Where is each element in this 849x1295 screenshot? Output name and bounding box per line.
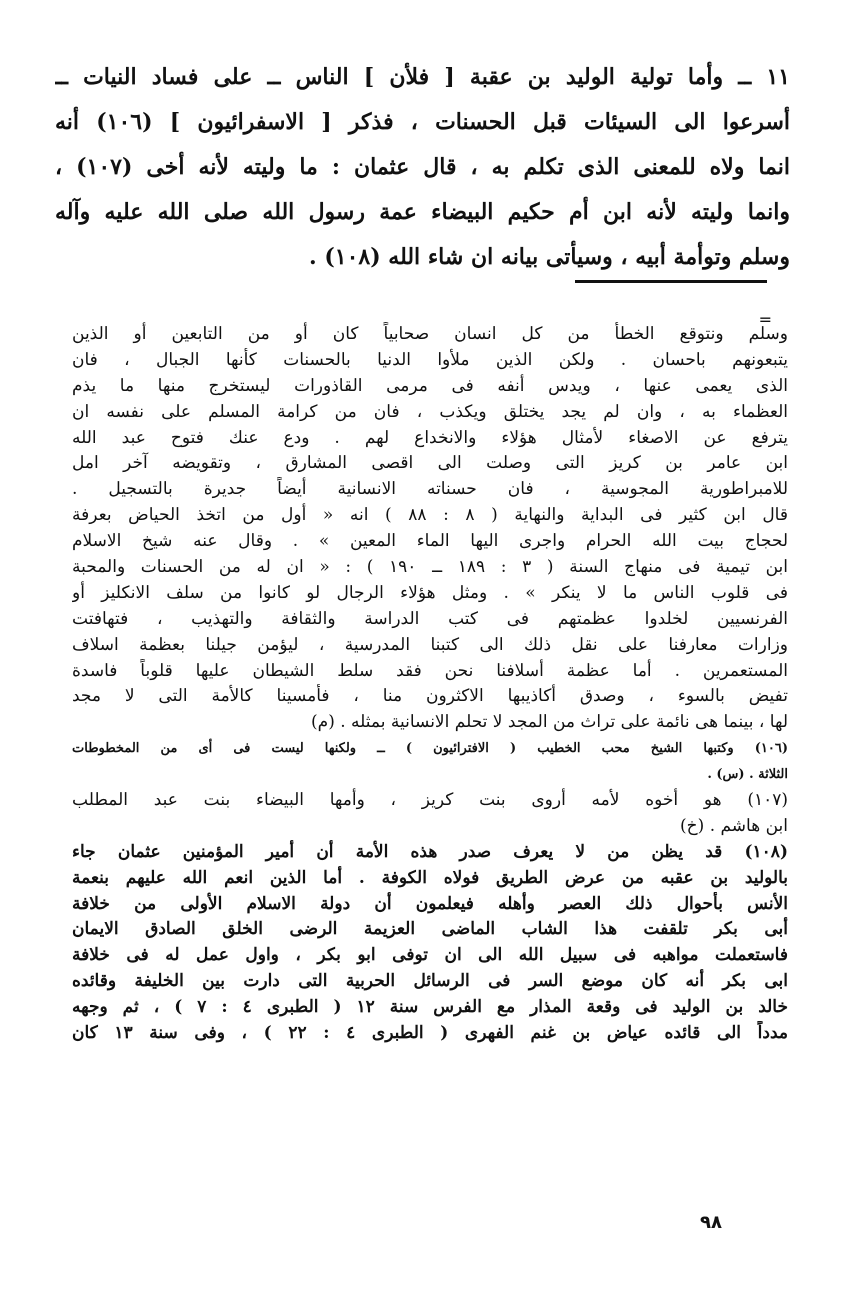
footnote-line: للامبراطورية المجوسية ، فان حسناته الانسانية أيضاً جديرة بالتسجيل . xyxy=(72,479,788,500)
main-text-line: وسلم وتوأمة أبيه ، وسيأتى بيانه ان شاء الله (١٠٨) . xyxy=(309,244,790,270)
footnote-line: المستعمرين . أما عظمة أسلافنا نحن فقد سلط الشيطان عليها قلوباً فاسدة xyxy=(72,660,788,681)
footnote-106-line: الثلاثة . (س) . xyxy=(707,767,788,783)
footnote-108-line: (١٠٨) قد يظن من لا يعرف صدر هذه الأمة أن أمير المؤمنين عثمان جاء xyxy=(72,841,788,862)
footnote-line: لها ، بينما هى نائمة على تراث من المجد لا تحلم الانسانية بمثله . (م) xyxy=(311,712,788,733)
footnote-line: يترفع عن الاصغاء لأمثال هؤلاء والانخداع لهم . ودع عنك فتوح عبد الله xyxy=(72,427,788,448)
page-number: ٩٨ xyxy=(700,1212,722,1233)
footnote-108-line: ابى بكر أنه كان موضع السر فى الرسائل الحربية التى دارت بين الخليفة وقائده xyxy=(72,971,788,992)
footnote-line: وزارات معارفنا على نقل ذلك الى كتبنا المدرسية ، ليؤمن جيلنا بعظمة اسلاف xyxy=(72,634,788,655)
main-text-line: ١١ ــ وأما تولية الوليد بن عقبة [ فلأن ] الناس ــ على فساد النيات ــ xyxy=(55,64,790,90)
footnote-106-line: (١٠٦) وكتبها الشيخ محب الخطيب ( الافترائيون ) ــ ولكنها ليست فى أى من المخطوطات xyxy=(72,741,788,757)
footnote-line: ابن عامر بن كريز التى وصلت الى اقصى المشارق ، وتقويضه آخر امل xyxy=(72,453,788,474)
footnote-108-line: خالد بن الوليد فى وقعة المذار مع الفرس سنة ١٢ ( الطبرى ٤ : ٧ ) ، ثم وجهه xyxy=(72,997,788,1018)
footnote-108-line: مدداً الى قائده عياض بن غنم الفهرى ( الطبرى ٤ : ٢٢ ) ، وفى سنة ١٣ كان xyxy=(72,1023,788,1044)
main-text-line: أسرعوا الى السيئات قبل الحسنات ، فذكر [ الاسفرائيون ] (١٠٦) أنه xyxy=(55,109,790,135)
footnote-108-line: فاستعملت مواهبه فى سبيل الله الى ان توفى ابو بكر ، واول عمل له فى خلافة xyxy=(72,945,788,966)
footnote-108-line: بالوليد بن عقبه من عرض الطريق فولاه الكوفة . أما الذين انعم الله عليهم بنعمة xyxy=(72,867,788,888)
main-paragraph xyxy=(55,55,790,280)
main-text-line: وانما وليته لأنه ابن أم حكيم البيضاء عمة رسول الله صلى الله عليه وآله xyxy=(55,199,790,225)
main-text-line: انما ولاه للمعنى الذى تكلم به ، قال عثمان : ما وليته لأنه أخى (١٠٧) ، xyxy=(55,154,790,180)
footnote-line: فى قلوب الناس ما لا ينكر » . ومثل هؤلاء الرجال لو كانوا من سلف الانكليز أو xyxy=(72,582,788,603)
footnote-108-line: الأنس بأحوال ذلك العصر وأهله فيعلمون أن دولة الاسلام الأولى من خلافة xyxy=(72,893,788,914)
footnote-continuation-mark: = xyxy=(758,310,772,329)
footnote-line: ابن تيمية فى منهاج السنة ( ٣ : ١٨٩ ــ ١٩٠ ) : « ان له من الحسنات والمحبة xyxy=(72,557,788,578)
footnote-107-line: ابن هاشم . (خ) xyxy=(680,815,788,836)
footnote-line: الذى يعمى عنها ، ويدس أنفه فى مرمى القاذورات ليستخرج منها ما يذم xyxy=(72,375,788,396)
footnote-line: تفيض بالسوء ، وصدق أكاذيبها الاكثرون منا ، فأمسينا كالأمة التى لا مجد xyxy=(72,686,788,707)
footnote-line: يتبعونهم باحسان . ولكن الذين ملأوا الدنيا بالحسنات كأنها الجبال ، فان xyxy=(72,349,788,370)
footnote-separator-rule xyxy=(575,280,767,283)
footnote-108-line: أبى بكر تلقفت هذا الشاب الماضى العزيمة الرضى الخلق الصادق الايمان xyxy=(72,919,788,940)
footnote-line: وسلم ونتوقع الخطأ من كل انسان صحابياً كان أو من التابعين أو الذين xyxy=(72,324,788,344)
footnote-line: لحجاج بيت الله الحرام واجرى اليها الماء المعين » . وقال عنه شيخ الاسلام xyxy=(72,531,788,552)
footnote-107-line: (١٠٧) هو أخوه لأمه أروى بنت كريز ، وأمها البيضاء بنت عبد المطلب xyxy=(72,790,788,811)
footnote-line: قال ابن كثير فى البداية والنهاية ( ٨ : ٨٨ ) انه « أول من اتخذ الحياض بعرفة xyxy=(72,505,788,526)
footnotes-block xyxy=(72,322,788,1047)
footnote-line: الفرنسيين لخلدوا عظمتهم فى كتب الدراسة والثقافة والتهذيب ، فتهافتت xyxy=(72,608,788,629)
footnote-line: العظماء به ، وان لم يجد يختلق ويكذب ، فان من كرامة المسلم على نفسه ان xyxy=(72,401,788,422)
